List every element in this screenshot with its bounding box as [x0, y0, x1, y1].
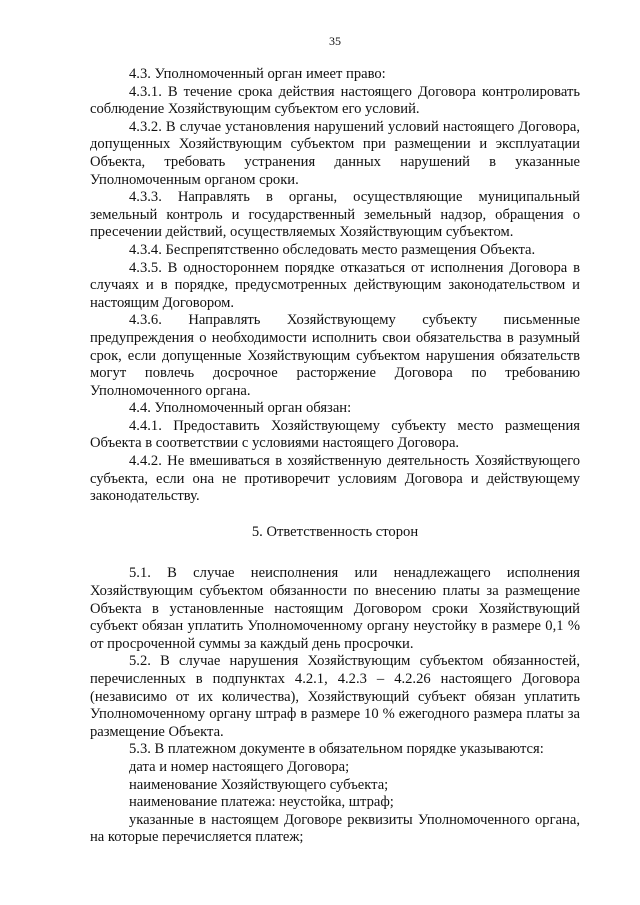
paragraph-4-3: 4.3. Уполномоченный орган имеет право: [129, 66, 386, 82]
paragraph-4-3-6: 4.3.6. Направлять Хозяйствующему субъекту письменные предупреждения о необходимости исполнить свои обязательства в разумный срок, если допущенные Хозяйствующим субъектом нарушения обязательств могут повлечь досрочное расторжение Договора по требованию Уполномоченного органа. [90, 312, 580, 399]
paragraph-4-3-5: 4.3.5. В одностороннем порядке отказаться от исполнения Договора в случаях и в порядке, предусмотренных действующим законодательством и настоящим Договором. [90, 259, 580, 311]
paragraph-5-1: 5.1. В случае неисполнения или ненадлежащего исполнения Хозяйствующим субъектом обязанности по внесению платы за размещение Объекта в установленные настоящим Договором сроки Хозяйствующий субъект обязан уплатить Уполномоченному органу неустойку в размере 0,1 % от просроченной суммы за каждый день просрочки. [90, 565, 580, 652]
document-body [90, 66, 580, 847]
page-number: 35 [329, 34, 341, 48]
paragraph-5-2: 5.2. В случае нарушения Хозяйствующим субъектом обязанностей, перечисленных в подпунктах 4.2.1, 4.2.3 – 4.2.26 настоящего Договора (независимо от их количества), Хозяйствующий субъект обязан уплатить Уполномоченному органу штраф в размере 10 % ежегодного размера платы за размещение Объекта. [90, 653, 580, 740]
paragraph-4-4-1: 4.4.1. Предоставить Хозяйствующему субъекту место размещения Объекта в соответствии с условиями настоящего Договора. [90, 417, 580, 452]
paragraph-4-4-2: 4.4.2. Не вмешиваться в хозяйственную деятельность Хозяйствующего субъекта, если она не противоречит условиям Договора и действующему законодательству. [90, 453, 580, 505]
list-item-requisites: указанные в настоящем Договоре реквизиты Уполномоченного органа, на которые перечисляется платеж; [90, 811, 580, 846]
paragraph-4-3-3: 4.3.3. Направлять в органы, осуществляющие муниципальный земельный контроль и государственный земельный надзор, обращения о пресечении действий, осуществляемых Хозяйствующим субъектом. [90, 189, 580, 241]
list-item-entity-name: наименование Хозяйствующего субъекта; [129, 776, 389, 793]
paragraph-4-3-1: 4.3.1. В течение срока действия настоящего Договора контролировать соблюдение Хозяйствующим субъектом его условий. [90, 83, 580, 118]
paragraph-4-3-4: 4.3.4. Беспрепятственно обследовать место размещения Объекта. [129, 241, 536, 258]
list-item-payment-name: наименование платежа: неустойка, штраф; [129, 794, 394, 811]
paragraph-4-4: 4.4. Уполномоченный орган обязан: [129, 400, 352, 417]
list-item-contract-date: дата и номер настоящего Договора; [129, 758, 350, 775]
paragraph-4-3-2: 4.3.2. В случае установления нарушений условий настоящего Договора, допущенных Хозяйствующим субъектом при размещении и эксплуатации Объекта, требовать устранения данных нарушений в указанные Уполномоченным органом сроки. [90, 118, 580, 188]
section-heading: 5. Ответственность сторон [251, 523, 419, 540]
paragraph-5-3: 5.3. В платежном документе в обязательном порядке указываются: [129, 741, 544, 758]
